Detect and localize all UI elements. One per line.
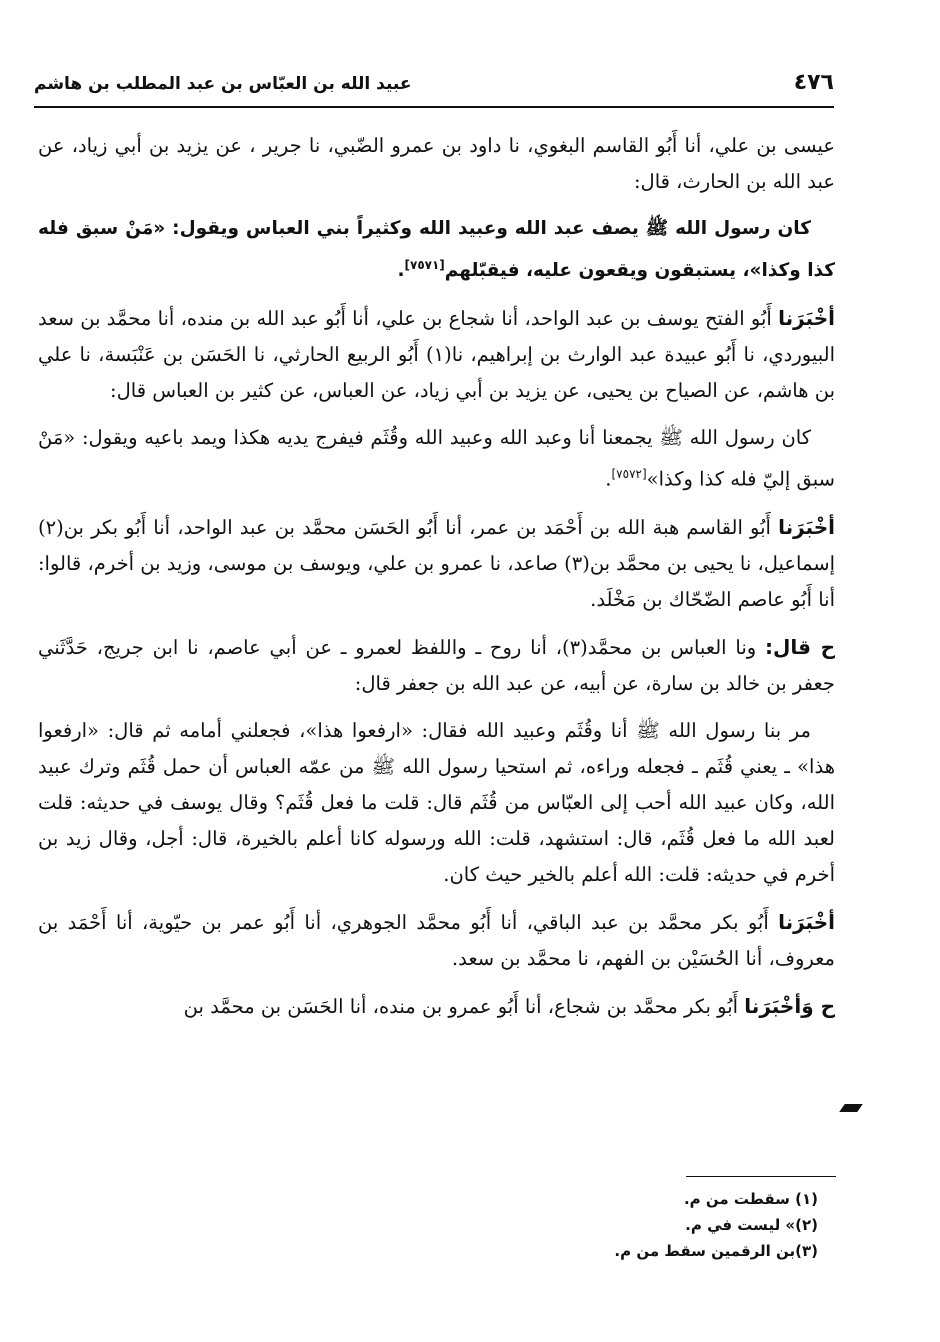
paragraph-lead: أخْبَرَنا [778, 306, 835, 331]
paragraph [38, 629, 835, 702]
paragraph [38, 904, 835, 977]
paragraph-text: عيسى بن علي، أنا أَبُو القاسم البغوي، نا داود بن عمرو الضّبي، نا جرير ، عن يزيد بن أبي زياد، عن عبد الله بن الحارث، قال: [38, 134, 835, 193]
paragraph-text: أَبُو بكر محمَّد بن عبد الباقي، أنا أَبُو محمَّد الجوهري، أنا أَبُو عمر بن حيّوية، أنا أَحْمَد بن معروف، أنا الحُسَيْن بن الفهم، نا محمَّد بن سعد. [38, 910, 835, 970]
paragraph [38, 988, 835, 1025]
footnote: (٢)» ليست في م. [685, 1216, 818, 1234]
paragraph-lead: ح قال: [765, 634, 835, 659]
paragraph-text: مر بنا رسول الله ﷺ أنا وقُثَم وعبيد الله فقال: «ارفعوا هذا»، فجعلني أمامه ثم قال: «ارفعوا هذا» ـ يعني قُثَم ـ فجعله وراءه، ثم استحيا رسول الله ﷺ من عمّه العباس أن حمل قُثَم وترك عبيد الله، وكان عبيد الله أحب إلى العبّاس من قُثَم قال: قلت ما فعل قُثَم؟ وقال يوسف في حديثه: قلت لعبد الله ما فعل قُثَم، قال: استشهد، قلت: الله ورسوله كانا أعلم بالخيرة، قال: أجل، وقال زيد بن أخرم في حديثه: قلت: الله أعلم بالخير حيث كان. [38, 718, 835, 886]
paragraph-text: أَبُو القاسم هبة الله بن أَحْمَد بن عمر، أنا أَبُو الحَسَن محمَّد بن عبد الواحد، أنا أَبُو بكر بن(٢) إسماعيل، نا يحيى بن محمَّد بن(٣) صاعد، نا عمرو بن علي، ويوسف بن موسى، وزيد بن أخرم، قالوا: أنا أَبُو عاصم الضّحّاك بن مَخْلَد. [37, 515, 835, 611]
paragraph-text: ونا العباس بن محمَّد(٣)، أنا روح ـ واللفظ لعمرو ـ عن أبي عاصم، نا ابن جريج، حَدَّثَني جعفر بن خالد بن سارة، عن أبيه، عن عبد الله بن جعفر قال: [38, 635, 835, 695]
paragraph [38, 713, 835, 893]
page-number: ٤٧٦ [793, 70, 834, 95]
paragraph-text: أَبُو الفتح يوسف بن عبد الواحد، أنا شجاع بن علي، أنا أَبُو عبد الله بن منده، أنا محمَّد بن سعد البيوردي، نا أَبُو عبيدة عبد الوارث بن إبراهيم، نا(١) أَبُو الربيع الحارثي، نا الحَسَن بن عَنْبَسة، نا علي بن هاشم، عن الصياح بن يحيى، عن يزيد بن أبي زياد، عن العباس، عن كثير بن العباس قال: [38, 307, 835, 403]
page-header [34, 66, 834, 108]
margin-mark [839, 1104, 863, 1112]
paragraph: كان رسول الله ﷺ يصف عبد الله وعبيد الله وكثيراً بني العباس ويقول: «مَنْ سبق فله كذا وكذا»، يستبقون ويقعون عليه، فيقبّلهم[٧٥٧١]. [38, 218, 835, 282]
hadith-number: [٧٥٧٢] [611, 467, 647, 482]
main-text [38, 128, 835, 1036]
paragraph [38, 128, 835, 200]
paragraph-text: أَبُو بكر محمَّد بن شجاع، أنا أَبُو عمرو بن منده، أنا الحَسَن بن محمَّد بن [183, 994, 739, 1018]
paragraph: كان رسول الله ﷺ يجمعنا أنا وعبد الله وعبيد الله وقُثَم فيفرج يديه هكذا ويمد باعيه ويقول: «مَنْ سبق إليّ فله كذا وكذا»[٧٥٧٢]. [38, 426, 835, 491]
paragraph-lead: أخْبَرَنا [778, 909, 835, 934]
paragraph [38, 509, 835, 618]
paragraph-lead: ح وَأخْبَرَنا [744, 993, 835, 1018]
running-title: عبيد الله بن العبّاس بن عبد المطلب بن هاشم [34, 74, 412, 94]
footnote: (١) سقطت من م. [683, 1190, 818, 1208]
paragraph-lead: أخْبَرَنا [778, 514, 835, 539]
footnote-divider [686, 1176, 836, 1177]
paragraph [38, 300, 835, 409]
paragraph-text: كان رسول الله ﷺ يصف عبد الله وعبيد الله وكثيراً بني العباس ويقول: «مَنْ سبق فله كذا وكذا»، يستبقون ويقعون عليه، فيقبّلهم [38, 218, 835, 282]
footnote: (٣)بن الرقمين سقط من م. [614, 1242, 818, 1260]
footnotes [418, 1186, 818, 1264]
paragraph-text: كان رسول الله ﷺ يجمعنا أنا وعبد الله وعبيد الله وقُثَم فيفرج يديه هكذا ويمد باعيه ويقول: «مَنْ سبق إليّ فله كذا وكذا» [38, 426, 835, 491]
hadith-number: [٧٥٧١] [404, 258, 445, 272]
